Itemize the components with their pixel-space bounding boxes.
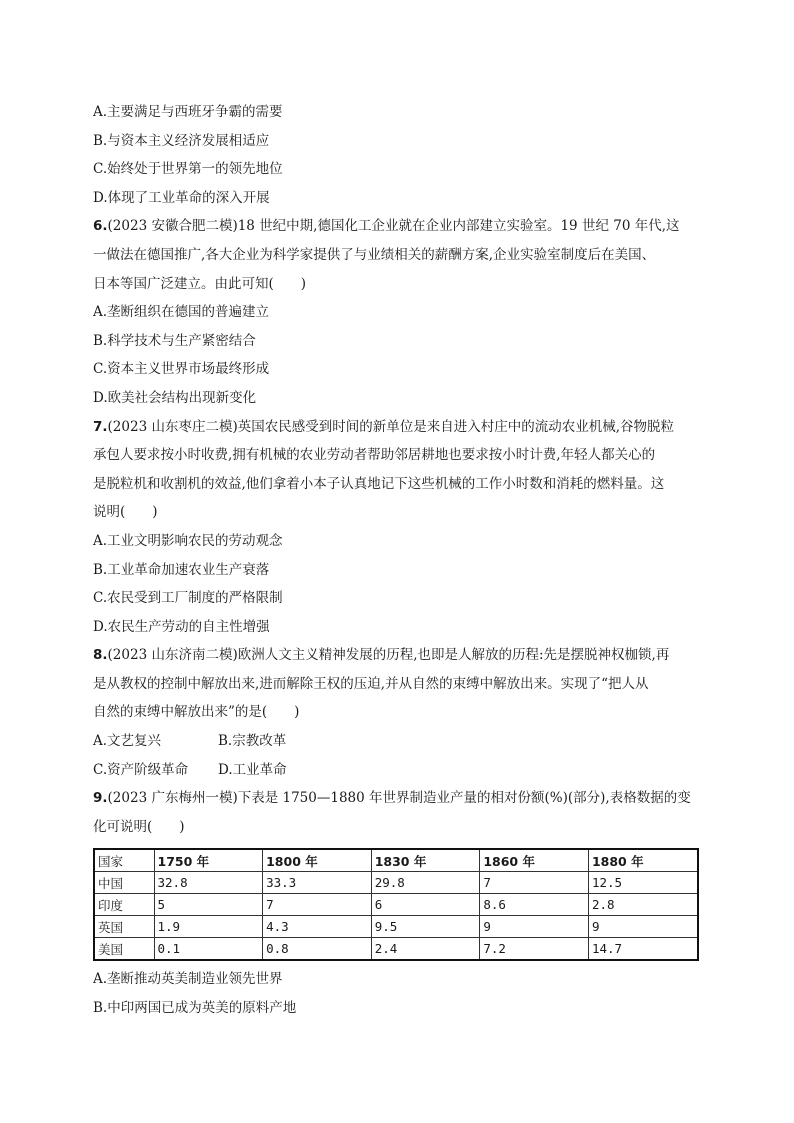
question-8 — [93, 641, 713, 784]
q7-option-c: C.农民受到工厂制度的严格限制 — [93, 590, 283, 607]
q9-stem-line-2: 化可说明( ) — [93, 818, 185, 835]
table-cell: 9.5 — [371, 916, 480, 938]
table-cell: 12.5 — [588, 872, 698, 894]
table-cell: 2.4 — [371, 938, 480, 961]
q7-option-d: D.农民生产劳动的自主性增强 — [93, 618, 270, 635]
table-cell: 8.6 — [480, 894, 589, 916]
table-cell: 0.1 — [154, 938, 263, 961]
table-cell: 29.8 — [371, 872, 480, 894]
table-cell: 7.2 — [480, 938, 589, 961]
q5-option-d: D.体现了工业革命的深入开展 — [93, 189, 270, 206]
q7-stem-line-1: 7.(2023 山东枣庄二模)英国农民感受到时间的新单位是来自进入村庄中的流动农业机械,谷物脱粒 — [93, 418, 675, 435]
table-row — [94, 938, 698, 961]
table-cell: 0.8 — [263, 938, 372, 961]
q9-number: 9. — [93, 790, 108, 807]
table-cell: 印度 — [94, 894, 154, 916]
q8-stem-line-3: 自然的束缚中解放出来”的是( ) — [93, 704, 300, 721]
q5-option-a: A.主要满足与西班牙争霸的需要 — [93, 104, 283, 120]
table-cell: 14.7 — [588, 938, 698, 961]
q5-option-c: C.始终处于世界第一的领先地位 — [93, 161, 283, 178]
q9-stem-line-1: 9.(2023 广东梅州一模)下表是 1750—1880 年世界制造业产量的相对份额(%)(部分),表格数据的变 — [93, 790, 691, 807]
question-6 — [93, 212, 713, 412]
q7-stem-line-4: 说明( ) — [93, 504, 158, 521]
table-header-cell: 1750 年 — [154, 849, 263, 872]
table-header-cell: 1800 年 — [263, 849, 372, 872]
q6-stem-line-2: 一做法在德国推广,各大企业为科学家提供了与业绩相关的薪酬方案,企业实验室制度后在美国、 — [93, 246, 656, 263]
q6-option-a: A.垄断组织在德国的普遍建立 — [93, 304, 270, 321]
table-header-cell: 国家 — [94, 849, 154, 872]
table-cell: 6 — [371, 894, 480, 916]
q8-option-c: C.资产阶级革命 — [93, 761, 189, 778]
table-cell: 1.9 — [154, 916, 263, 938]
table-header-cell: 1830 年 — [371, 849, 480, 872]
manufacturing-share-table — [93, 848, 699, 961]
q8-options-row-1 — [93, 727, 713, 756]
table-row — [94, 916, 698, 938]
q8-number: 8. — [93, 647, 108, 664]
q7-option-a: A.工业文明影响农民的劳动观念 — [93, 532, 283, 549]
q6-option-d: D.欧美社会结构出现新变化 — [93, 389, 257, 406]
table-cell: 5 — [154, 894, 263, 916]
q7-number: 7. — [93, 418, 108, 435]
table-cell: 7 — [480, 872, 589, 894]
q8-option-d: D.工业革命 — [218, 761, 287, 778]
table-cell: 9 — [480, 916, 589, 938]
table-cell: 7 — [263, 894, 372, 916]
q9-option-a: A.垄断推动英美制造业领先世界 — [93, 971, 283, 988]
q6-option-b: B.科学技术与生产紧密结合 — [93, 332, 256, 349]
document-page — [93, 98, 713, 1023]
q8-stem-line-2: 是从教权的控制中解放出来,进而解除王权的压迫,并从自然的束缚中解放出来。实现了“把人从 — [93, 675, 649, 692]
q6-number: 6. — [93, 218, 108, 235]
question-7 — [93, 413, 713, 642]
table-header-cell: 1880 年 — [588, 849, 698, 872]
question-9 — [93, 784, 713, 1022]
q7-stem-line-2: 承包人要求按小时收费,拥有机械的农业劳动者帮助邻居耕地也要求按小时计费,年轻人都关心的 — [93, 447, 656, 464]
q9-option-b: B.中印两国已成为英美的原料产地 — [93, 1000, 297, 1017]
table-cell: 33.3 — [263, 872, 372, 894]
q6-stem-line-3: 日本等国广泛建立。由此可知( ) — [93, 275, 307, 292]
q8-options-row-2 — [93, 756, 713, 785]
q8-option-a: A.文艺复兴 — [93, 733, 162, 750]
q7-stem-line-3: 是脱粒机和收割机的效益,他们拿着小本子认真地记下这些机械的工作小时数和消耗的燃料量。这 — [93, 475, 665, 492]
q7-option-b: B.工业革命加速农业生产衰落 — [93, 561, 270, 578]
table-cell: 美国 — [94, 938, 154, 961]
question-5-options — [93, 98, 713, 212]
table-cell: 2.8 — [588, 894, 698, 916]
table-row — [94, 894, 698, 916]
q6-option-c: C.资本主义世界市场最终形成 — [93, 361, 270, 378]
q8-option-b: B.宗教改革 — [218, 733, 287, 750]
q8-stem-line-1: 8.(2023 山东济南二模)欧洲人文主义精神发展的历程,也即是人解放的历程:先是摆脱神权枷锁,再 — [93, 647, 670, 664]
q6-stem-line-1: 6.(2023 安徽合肥二模)18 世纪中期,德国化工企业就在企业内部建立实验室。19 世纪 70 年代,这 — [93, 218, 680, 235]
table-cell: 4.3 — [263, 916, 372, 938]
table-row — [94, 872, 698, 894]
table-header-row — [94, 849, 698, 872]
q5-option-b: B.与资本主义经济发展相适应 — [93, 132, 270, 149]
table-cell: 32.8 — [154, 872, 263, 894]
table-cell: 中国 — [94, 872, 154, 894]
table-header-cell: 1860 年 — [480, 849, 589, 872]
table-cell: 9 — [588, 916, 698, 938]
table-cell: 英国 — [94, 916, 154, 938]
